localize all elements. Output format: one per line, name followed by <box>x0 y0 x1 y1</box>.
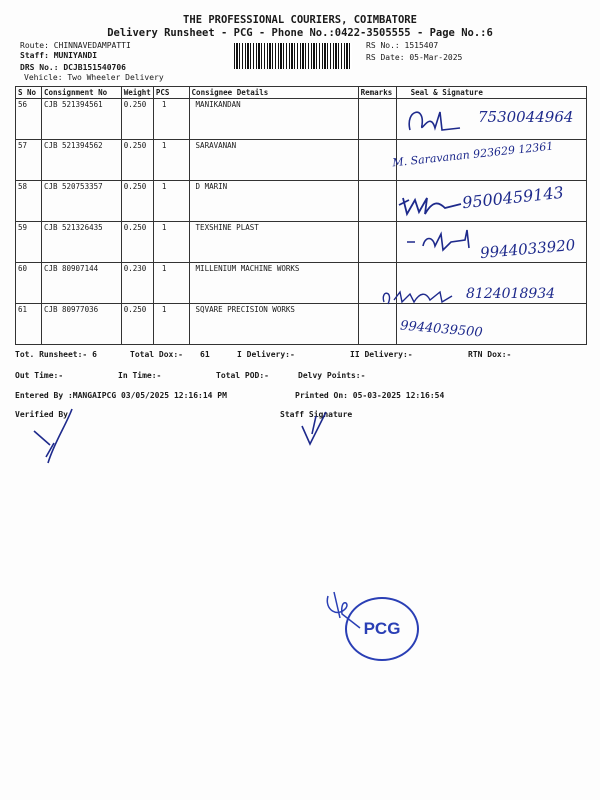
cell-sno: 56 <box>16 99 42 140</box>
table-row <box>16 304 587 345</box>
handwriting-row-56: 7530044964 <box>478 108 574 126</box>
entered-by: Entered By :MANGAIPCG 03/05/2025 12:16:14 PM <box>15 391 227 400</box>
cell-remarks <box>358 181 396 222</box>
staff-label: Staff: MUNIYANDI <box>20 51 98 60</box>
cell-consignment: CJB 521394561 <box>41 99 121 140</box>
cell-sno: 61 <box>16 304 42 345</box>
signature-scribble-1 <box>400 100 470 140</box>
cell-consignment: CJB 80907144 <box>41 263 121 304</box>
cell-weight: 0.250 <box>121 99 153 140</box>
cell-pcs: 1 <box>153 181 189 222</box>
cell-pcs: 1 <box>153 304 189 345</box>
cell-sno: 59 <box>16 222 42 263</box>
cell-pcs: 1 <box>153 222 189 263</box>
cell-consignment: CJB 80977036 <box>41 304 121 345</box>
cell-pcs: 1 <box>153 263 189 304</box>
col-sno: S No <box>16 87 42 99</box>
cell-pcs: 1 <box>153 99 189 140</box>
cell-consignment: CJB 521326435 <box>41 222 121 263</box>
col-consignee: Consignee Details <box>189 87 358 99</box>
cell-remarks <box>358 99 396 140</box>
handwriting-row-60: 8124018934 <box>466 286 556 302</box>
handwriting-row-61: 9944039500 <box>399 318 484 341</box>
cell-weight: 0.230 <box>121 263 153 304</box>
out-time: Out Time:- <box>15 371 64 380</box>
cell-consignee: SQVARE PRECISION WORKS <box>189 304 358 345</box>
cell-sno: 60 <box>16 263 42 304</box>
rs-date: RS Date: 05-Mar-2025 <box>366 53 463 62</box>
pcg-stamp-text: PCG <box>363 619 401 638</box>
cell-consignee: SARAVANAN <box>189 140 358 181</box>
printed-on: Printed On: 05-03-2025 12:16:54 <box>295 391 445 400</box>
handwriting-row-58: 9500459143 <box>461 182 565 213</box>
in-time: In Time:- <box>118 371 162 380</box>
barcode <box>234 43 352 69</box>
rtn-dox: RTN Dox:- <box>468 350 512 359</box>
total-dox-value: 61 <box>200 350 210 359</box>
ii-delivery: II Delivery:- <box>350 350 413 359</box>
cell-pcs: 1 <box>153 140 189 181</box>
company-title: THE PROFESSIONAL COURIERS, COIMBATORE <box>183 14 417 26</box>
col-consignment: Consignment No <box>41 87 121 99</box>
cell-remarks <box>358 222 396 263</box>
cell-consignment: CJB 520753357 <box>41 181 121 222</box>
rs-no: RS No.: 1515407 <box>366 41 439 50</box>
cell-consignee: MILLENIUM MACHINE WORKS <box>189 263 358 304</box>
handwriting-row-57: M. Saravanan 923629 12361 <box>391 139 554 170</box>
table-header-row <box>16 87 587 99</box>
signature-scribble-3 <box>395 190 465 220</box>
cell-weight: 0.250 <box>121 181 153 222</box>
cell-consignee: TEXSHINE PLAST <box>189 222 358 263</box>
drs-label: DRS No.: DCJB151540706 <box>20 63 126 72</box>
handwriting-row-59: 9944033920 <box>479 235 577 263</box>
staff-signature <box>296 408 336 448</box>
cell-weight: 0.250 <box>121 222 153 263</box>
cell-sno: 58 <box>16 181 42 222</box>
cell-consignment: CJB 521394562 <box>41 140 121 181</box>
total-dox-label: Total Dox:- <box>130 350 183 359</box>
verified-by-label: Verified By <box>15 410 68 419</box>
col-remarks: Remarks <box>358 87 396 99</box>
cell-consignee: D MARIN <box>189 181 358 222</box>
total-pod: Total POD:- <box>216 371 269 380</box>
i-delivery: I Delivery:- <box>237 350 295 359</box>
tot-runsheet: Tot. Runsheet:- 6 <box>15 350 97 359</box>
col-weight: Weight <box>121 87 153 99</box>
cell-remarks <box>358 140 396 181</box>
verified-signature <box>28 405 83 467</box>
vehicle-label: Vehicle: Two Wheeler Delivery <box>24 73 164 82</box>
staff-signature-label: Staff Signature <box>280 410 353 419</box>
cell-sno: 57 <box>16 140 42 181</box>
runsheet-subtitle: Delivery Runsheet - PCG - Phone No.:0422-3505555 - Page No.:6 <box>107 27 493 39</box>
signature-scribble-4 <box>405 228 485 256</box>
cell-weight: 0.250 <box>121 140 153 181</box>
col-signature: Seal & Signature <box>396 87 586 99</box>
cell-remarks <box>358 304 396 345</box>
cell-consignee: MANIKANDAN <box>189 99 358 140</box>
signature-scribble-5 <box>380 286 460 308</box>
delvy-points: Delvy Points:- <box>298 371 366 380</box>
route-label: Route: CHINNAVEDAMPATTI <box>20 41 131 50</box>
col-pcs: PCS <box>153 87 189 99</box>
cell-weight: 0.250 <box>121 304 153 345</box>
